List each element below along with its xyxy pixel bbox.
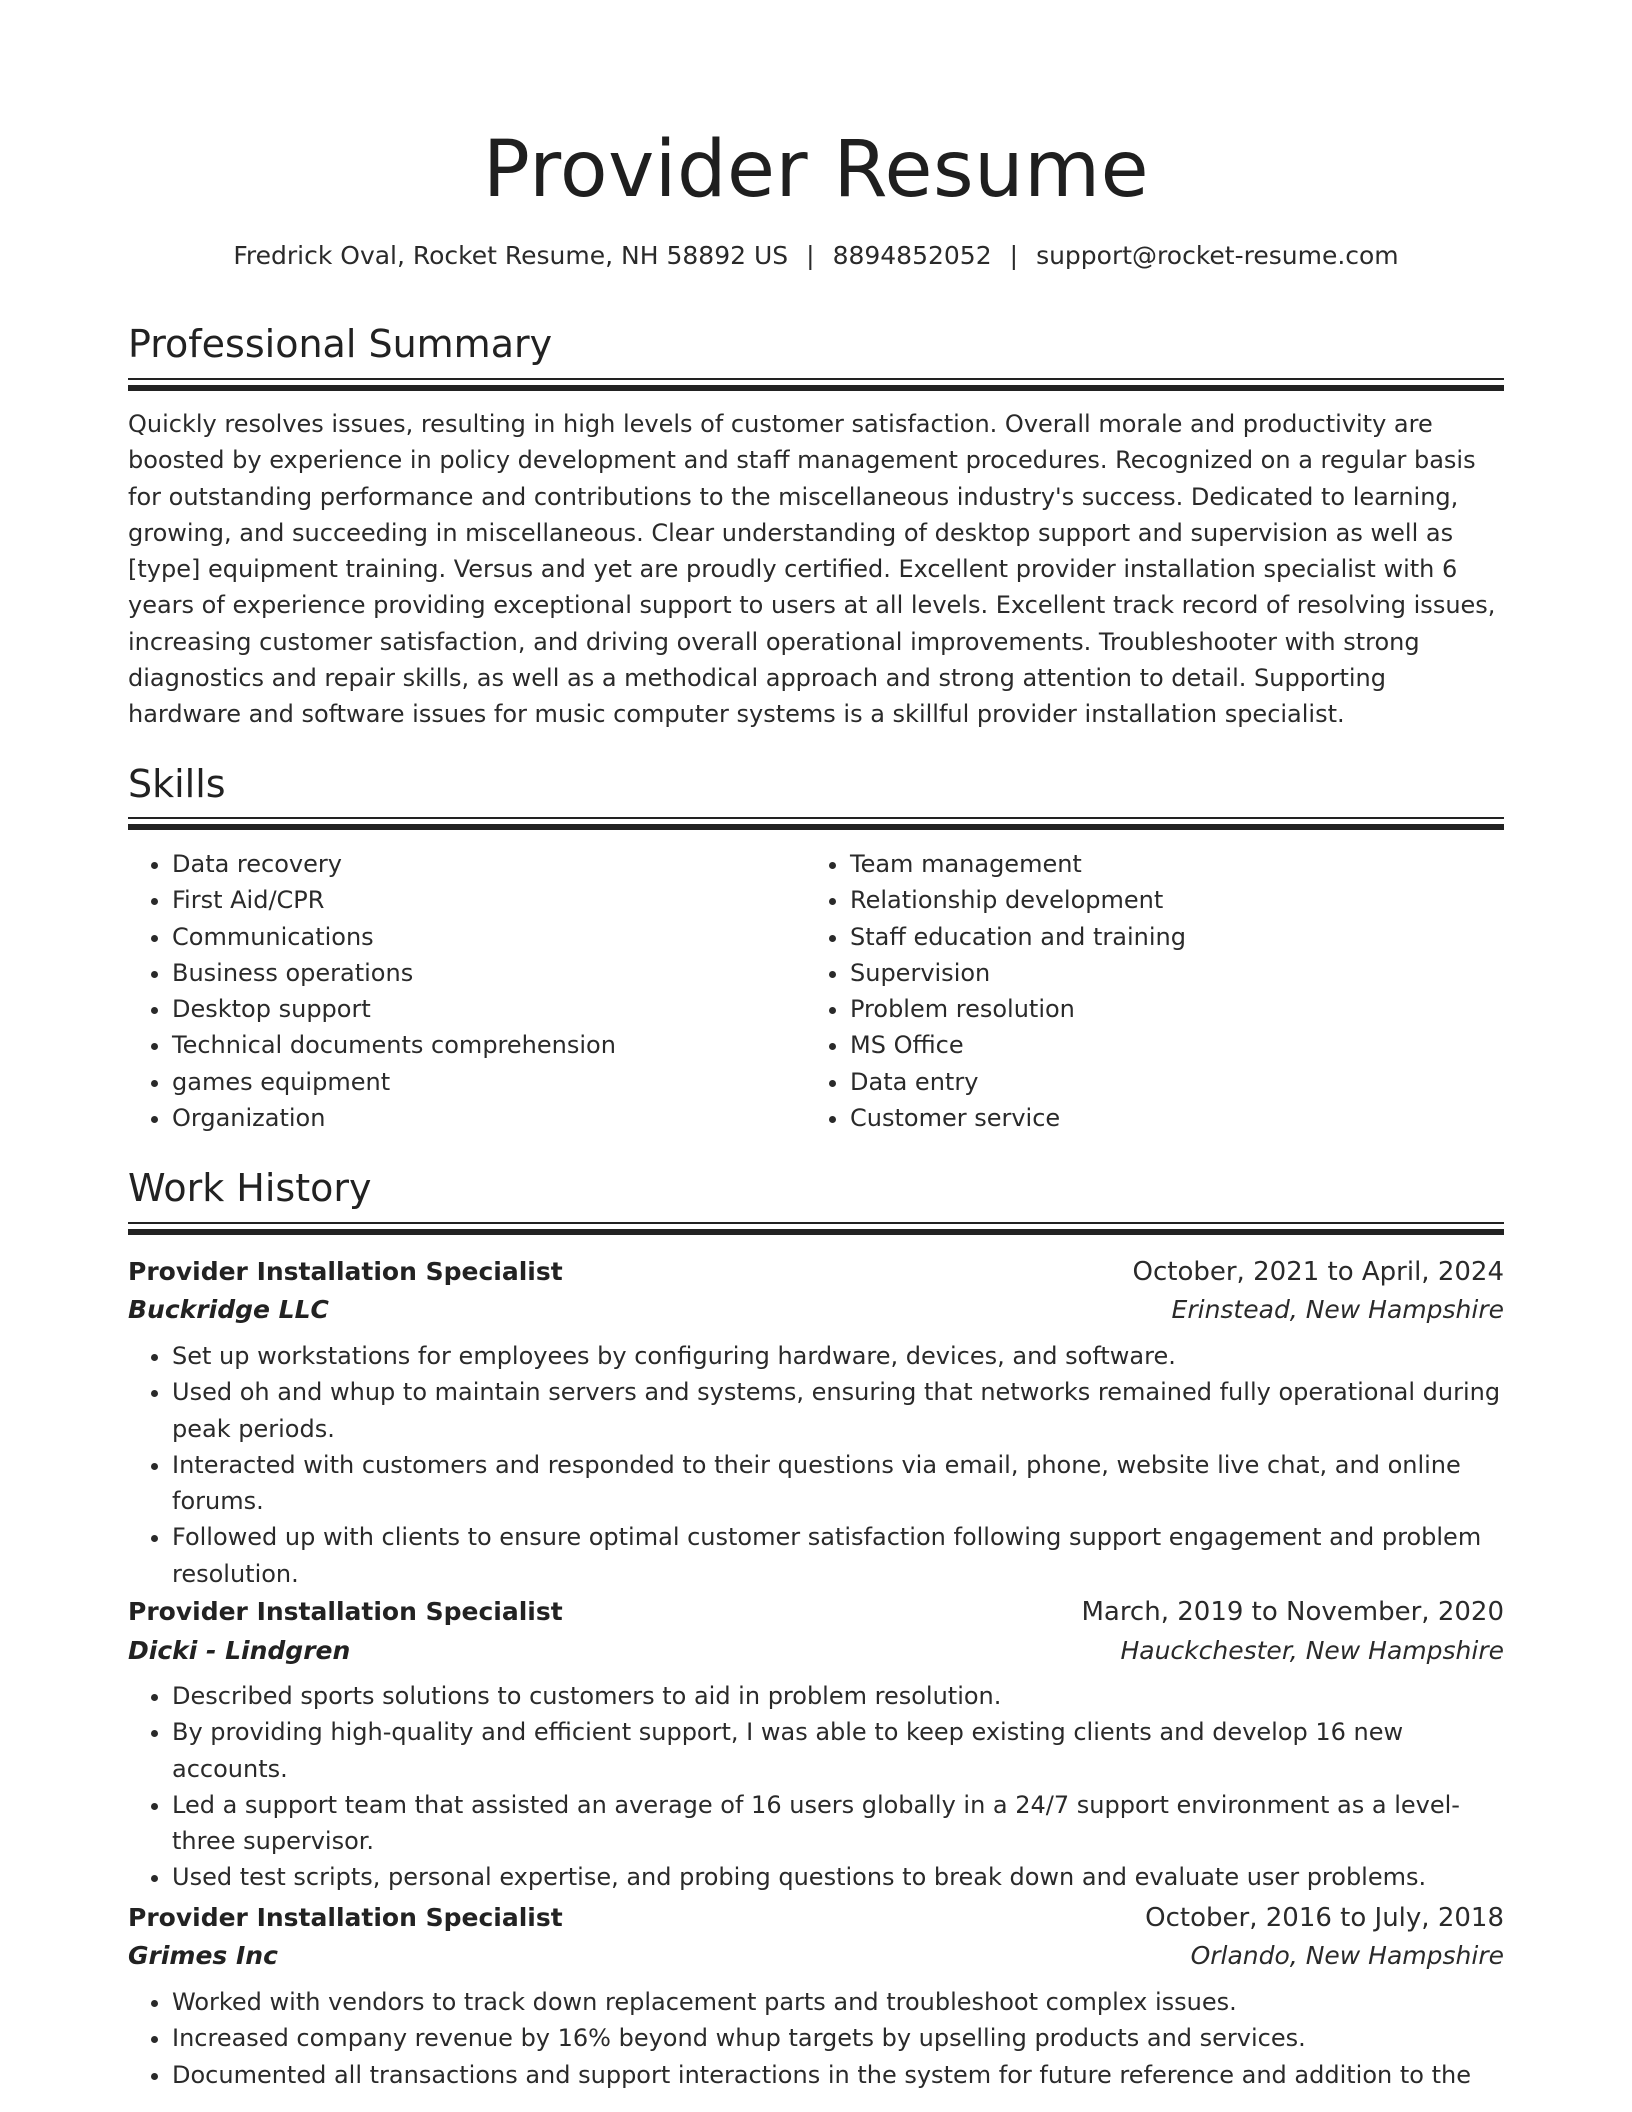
job-company: Buckridge LLC: [128, 1295, 329, 1324]
job-dates: March, 2019 to November, 2020: [1081, 1597, 1504, 1627]
job-bullet: • Used oh and whup to maintain servers and systems, ensuring that networks remained fully operational during peak periods.: [172, 1374, 1504, 1447]
skill-item: • Relationship development: [850, 882, 1476, 918]
section-divider: [128, 1222, 1504, 1224]
contact-line: [128, 236, 1504, 276]
skills-list-right: [806, 846, 1476, 1136]
job-bullet: • By providing high-quality and efficient support, I was able to keep existing clients and develop 16 new accounts.: [172, 1714, 1504, 1787]
job-bullet: • Led a support team that assisted an average of 16 users globally in a 24/7 support environment as a level-three supervisor.: [172, 1787, 1504, 1860]
job-bullets: [128, 1338, 1504, 1592]
job-bullet: • Increased company revenue by 16% beyond whup targets by upselling products and services.: [172, 2020, 1504, 2056]
skill-item: • Technical documents comprehension: [172, 1027, 798, 1063]
skill-item: • Staff education and training: [850, 919, 1476, 955]
job-location: Orlando, New Hampshire: [1190, 1941, 1504, 1970]
skill-item: • games equipment: [172, 1064, 798, 1100]
skill-item: • MS Office: [850, 1027, 1476, 1063]
job-bullet: • Worked with vendors to track down replacement parts and troubleshoot complex issues.: [172, 1984, 1504, 2020]
job-location: Erinstead, New Hampshire: [1171, 1295, 1504, 1324]
job-title: Provider Installation Specialist: [128, 1903, 563, 1932]
skills-list-left: [128, 846, 798, 1136]
skill-item: • Communications: [172, 919, 798, 955]
contact-separator: |: [1009, 241, 1019, 270]
skill-item: • Business operations: [172, 955, 798, 991]
skill-item: • Customer service: [850, 1100, 1476, 1136]
skill-item: • Data entry: [850, 1064, 1476, 1100]
section-divider: [128, 824, 1504, 830]
work-section-header: [128, 1162, 1504, 1214]
skill-item: • Team management: [850, 846, 1476, 882]
contact-phone: 8894852052: [832, 241, 992, 270]
job-bullets: [128, 1984, 1504, 2093]
job-dates: October, 2016 to July, 2018: [1145, 1903, 1504, 1933]
summary-heading: Professional Summary: [128, 322, 553, 366]
skill-item: • Organization: [172, 1100, 798, 1136]
skill-item: • Problem resolution: [850, 991, 1476, 1027]
job-bullet: • Documented all transactions and support interactions in the system for future reference and addition to the: [172, 2057, 1504, 2093]
contact-address: Fredrick Oval, Rocket Resume, NH 58892 US: [233, 241, 789, 270]
skill-item: • Data recovery: [172, 846, 798, 882]
work-heading: Work History: [128, 1166, 372, 1210]
summary-section-header: [128, 318, 1504, 370]
section-divider: [128, 1229, 1504, 1235]
summary-text: Quickly resolves issues, resulting in high levels of customer satisfaction. Overall morale and productivity are boosted by experience in policy development and staff management procedures. Recognized on a regular basis for outstanding performance and contributions to the miscellaneous industry's success. Dedicated to learning, growing, and succeeding in miscellaneous. Clear understanding of desktop support and supervision as well as [type] equipment training. Versus and yet are proudly certified. Excellent provider installation specialist with 6 years of experience providing exceptional support to users at all levels. Excellent track record of resolving issues, increasing customer satisfaction, and driving overall operational improvements. Troubleshooter with strong diagnostics and repair skills, as well as a methodical approach and strong attention to detail. Supporting hardware and software issues for music computer systems is a skillful provider installation specialist.: [128, 410, 1496, 729]
job-title: Provider Installation Specialist: [128, 1597, 563, 1626]
page-title: Provider Resume: [482, 125, 1150, 215]
job-company: Grimes Inc: [128, 1941, 278, 1970]
skill-item: • First Aid/CPR: [172, 882, 798, 918]
job-bullet: • Followed up with clients to ensure optimal customer satisfaction following support engagement and problem resolution.: [172, 1519, 1504, 1592]
job-bullet: • Used test scripts, personal expertise, and probing questions to break down and evaluate user problems.: [172, 1859, 1504, 1895]
skills-heading: Skills: [128, 762, 226, 806]
job-location: Hauckchester, New Hampshire: [1120, 1636, 1504, 1665]
contact-separator: |: [806, 241, 815, 270]
job-company: Dicki - Lindgren: [128, 1636, 351, 1665]
job-bullet: • Interacted with customers and responded to their questions via email, phone, website live chat, and online forums.: [172, 1447, 1504, 1520]
contact-email: support@rocket-resume.com: [1036, 241, 1399, 270]
skill-item: • Supervision: [850, 955, 1476, 991]
section-divider: [128, 378, 1504, 380]
job-bullets: [128, 1678, 1504, 1896]
section-divider: [128, 817, 1504, 819]
job-bullet: • Set up workstations for employees by configuring hardware, devices, and software.: [172, 1338, 1504, 1374]
job-dates: October, 2021 to April, 2024: [1132, 1257, 1504, 1287]
skills-section-header: [128, 758, 1504, 810]
job-title: Provider Installation Specialist: [128, 1257, 563, 1286]
skill-item: • Desktop support: [172, 991, 798, 1027]
section-divider: [128, 385, 1504, 391]
job-bullet: • Described sports solutions to customers to aid in problem resolution.: [172, 1678, 1504, 1714]
